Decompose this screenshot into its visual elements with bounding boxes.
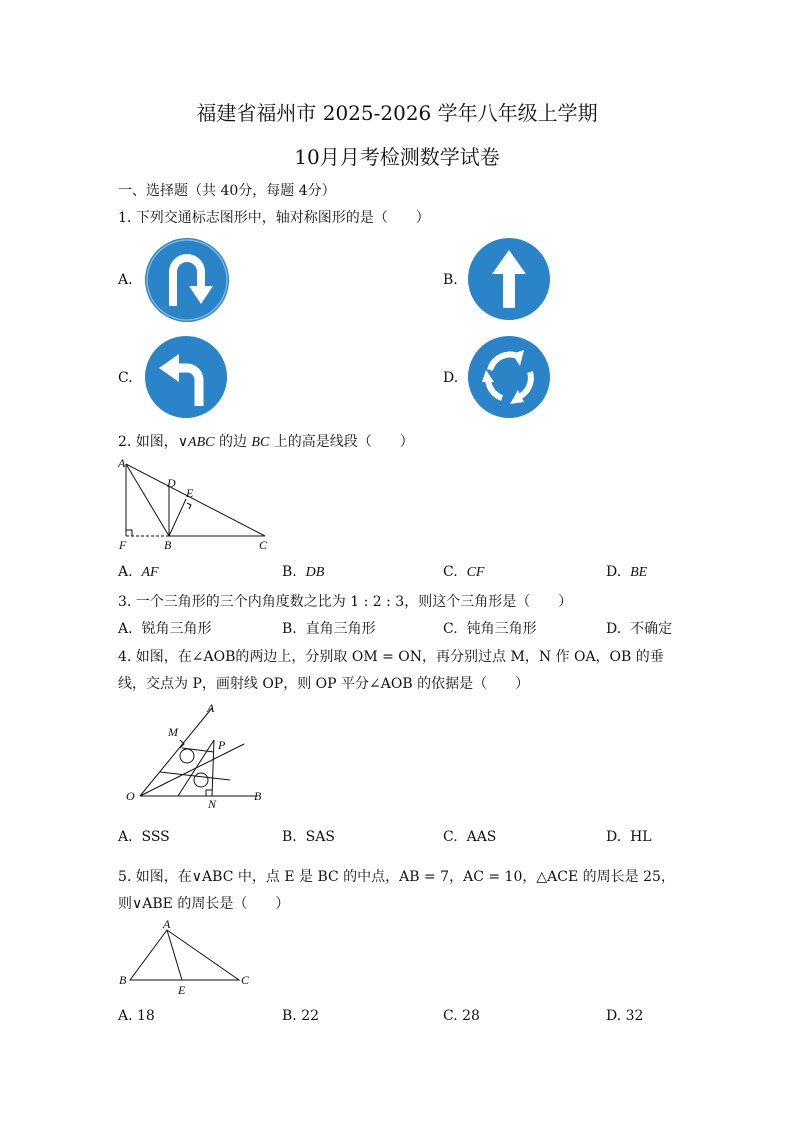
question-5-line1: 5. 如图，在∨ABC 中，点 E 是 BC 的中点，AB = 7，AC = 10，△ACE 的周长是 25，	[118, 869, 675, 885]
q5-label-e: E	[178, 983, 186, 997]
q4-option-d: D. HL	[606, 829, 652, 845]
question-5-line2: 则∨ABE 的周长是（ ）	[118, 896, 290, 912]
question-1-stem: 1. 下列交通标志图形中，轴对称图形的是（ ）	[118, 210, 430, 226]
q4-label-a: A	[207, 701, 215, 715]
arrow-up-icon	[466, 236, 552, 322]
q5-option-a: A. 18	[118, 1008, 155, 1024]
q4-label-p: P	[218, 738, 226, 752]
q3-option-b: B. 直角三角形	[282, 621, 376, 637]
q2-option-c: C. CF	[443, 564, 485, 580]
roundabout-icon	[466, 334, 552, 420]
q3-option-c: C. 钝角三角形	[443, 621, 537, 637]
q5-triangle-figure	[117, 918, 257, 998]
question-4-line1: 4. 如图，在∠AOB的两边上，分别取 OM = ON，再分别过点 M，N 作 OA，OB 的垂	[118, 649, 664, 665]
q5-label-b: B	[119, 973, 127, 987]
q2-option-d: D. BE	[606, 564, 648, 580]
q5-option-c: C. 28	[443, 1008, 480, 1024]
exam-title-line1: 福建省福州市 2025-2026 学年八年级上学期	[196, 101, 598, 125]
q2-label-b: B	[164, 538, 172, 552]
q2-option-a: A. AF	[118, 564, 159, 580]
question-3-stem: 3. 一个三角形的三个内角度数之比为 1 : 2 : 3，则这个三角形是（ ）	[118, 594, 573, 610]
q3-option-d: D. 不确定	[606, 621, 673, 637]
q5-option-b: B. 22	[282, 1008, 320, 1024]
q2-stem-mid: 的边	[214, 434, 252, 450]
q2-label-c: C	[259, 538, 268, 552]
q2-triangle-figure	[115, 456, 280, 552]
q2-label-a: A	[118, 456, 126, 470]
q4-option-c: C. AAS	[443, 829, 497, 845]
section-header: 一、选择题（共 40分，每题 4分）	[118, 183, 336, 199]
q2-triangle: ∨ABC	[177, 435, 215, 450]
q5-option-d: D. 32	[606, 1008, 644, 1024]
turn-left-icon	[143, 334, 229, 420]
q1-option-b-label: B.	[443, 272, 458, 288]
q4-label-n: N	[208, 797, 217, 811]
q2-option-b: B. DB	[282, 564, 325, 580]
q2-stem-post: 上的高是线段（ ）	[269, 434, 414, 450]
q4-option-a: A. SSS	[118, 829, 170, 845]
q1-option-a-label: A.	[118, 272, 133, 288]
q2-label-f: F	[119, 538, 127, 552]
q4-option-b: B. SAS	[282, 829, 335, 845]
exam-title-line2: 10月月考检测数学试卷	[294, 145, 500, 169]
q5-label-c: C	[241, 973, 250, 987]
q4-label-b: B	[254, 789, 262, 803]
q2-label-d: D	[167, 476, 176, 490]
q2-stem-pre: 2. 如图，	[118, 434, 178, 450]
q2-side: BC	[251, 435, 270, 450]
q2-label-e: E	[186, 486, 194, 500]
q4-label-m: M	[168, 725, 178, 739]
q4-angle-figure	[122, 700, 270, 812]
q3-option-a: A. 锐角三角形	[118, 621, 212, 637]
q4-label-o: O	[126, 789, 135, 803]
question-4-line2: 线，交点为 P，画射线 OP，则 OP 平分∠AOB 的依据是（ ）	[118, 676, 530, 692]
u-turn-icon	[143, 236, 231, 324]
question-2-stem	[118, 431, 414, 451]
q1-option-c-label: C.	[118, 370, 133, 386]
q5-label-a: A	[163, 917, 171, 931]
q1-option-d-label: D.	[443, 370, 459, 386]
